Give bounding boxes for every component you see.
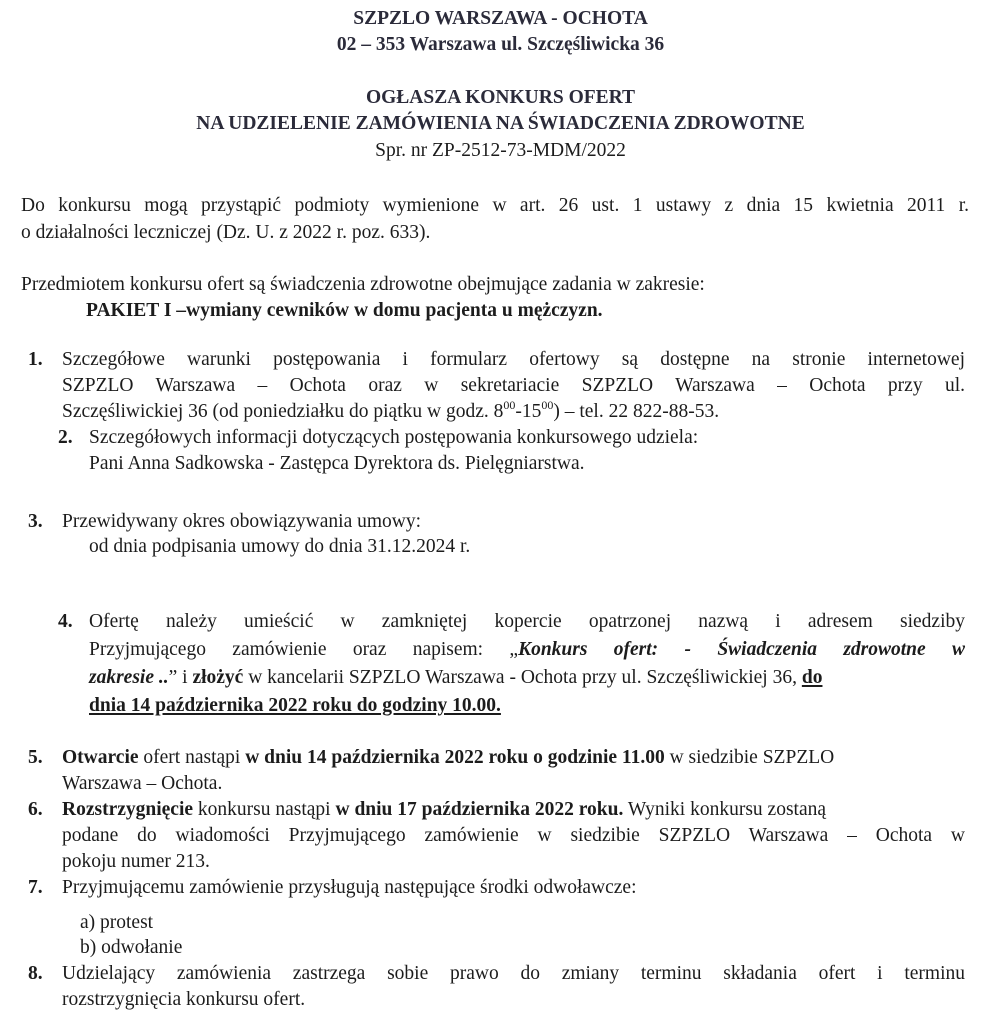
item-4-quote-close: ” i: [168, 667, 193, 688]
hours-end-sup: 00: [541, 397, 554, 412]
item-8-number: 8.: [28, 963, 43, 984]
item-8-line-2: rozstrzygnięcia konkursu ofert.: [62, 989, 306, 1010]
item-6-resolution-word: Rozstrzygnięcie: [62, 799, 194, 820]
item-4-envelope-label: Konkurs ofert: - Świadczenia zdrowotne w: [518, 639, 965, 660]
item-7-option-a: a) protest: [80, 912, 154, 933]
item-1-line-3-text: Szczęśliwickiej 36 (od poniedziałku do piątku w godz. 8: [62, 401, 504, 422]
item-3-line-2: od dnia podpisania umowy do dnia 31.12.2024 r.: [89, 536, 471, 557]
item-4-line-2-inner: [89, 638, 965, 661]
item-5-number: 5.: [28, 747, 43, 768]
item-7-line-1: Przyjmującemu zamówienie przysługują następujące środki odwoławcze:: [62, 877, 637, 898]
item-1-hours-end: -15: [515, 401, 542, 422]
item-1-line-2: SZPZLO Warszawa – Ochota oraz w sekretariacie SZPZLO Warszawa – Ochota przy ul.: [62, 375, 965, 396]
intro-paragraph: [21, 194, 969, 217]
subject-line: Przedmiotem konkursu ofert są świadczenia zdrowotne obejmujące zadania w zakresie:: [21, 274, 705, 295]
item-5-line-2: Warszawa – Ochota.: [62, 773, 223, 794]
item-6-results: Wyniki konkursu zostaną: [623, 799, 827, 820]
item-4-deadline: [89, 694, 501, 717]
item-7-number: 7.: [28, 877, 43, 898]
case-number: Spr. nr ZP-2512-73-MDM/2022: [375, 140, 626, 161]
item-6-text: konkursu nastąpi: [193, 799, 336, 820]
item-1-phone: ) – tel. 22 822-88-53.: [553, 401, 720, 422]
item-1-line-2-wrap: [62, 374, 965, 397]
item-6-line-3: pokoju numer 213.: [62, 851, 210, 872]
item-4-line-2-text: Przyjmującego zamówienie oraz napisem: „: [89, 639, 519, 660]
item-4-submit-place: w kancelarii SZPZLO Warszawa - Ochota przy ul. Szczęśliwickiej 36,: [243, 667, 802, 688]
item-5-line-1: [62, 746, 834, 769]
item-6-resolution-date: w dniu 17 października 2022 roku.: [335, 799, 624, 820]
org-address: 02 – 353 Warszawa ul. Szczęśliwicka 36: [336, 34, 665, 55]
item-1-line-1: Szczegółowe warunki postępowania i formularz ofertowy są dostępne na stronie internetowej: [62, 349, 965, 370]
item-4-number: 4.: [58, 611, 73, 632]
item-1-line-1-wrap: [62, 348, 965, 371]
item-8-line-1-wrap: [62, 962, 965, 985]
intro-line-2: o działalności leczniczej (Dz. U. z 2022 r. poz. 633).: [21, 222, 431, 243]
announcement-line-1: OGŁASZA KONKURS OFERT: [365, 87, 636, 108]
item-3-line-1: Przewidywany okres obowiązywania umowy:: [62, 511, 422, 532]
item-4-line-1-wrap: [89, 610, 965, 633]
item-4-deadline-text: dnia 14 października 2022 roku do godziny 10.00.: [89, 695, 501, 716]
item-5-opening-date: w dniu 14 października 2022 roku o godzinie 11.00: [245, 747, 665, 768]
item-4-line-2: [89, 638, 965, 661]
item-4-submit-word: złożyć: [192, 667, 244, 688]
item-4-line-3: [89, 666, 822, 689]
item-6-number: 6.: [28, 799, 43, 820]
item-8-line-1: Udzielający zamówienia zastrzega sobie prawo do zmiany terminu składania ofert i terminu: [62, 963, 965, 984]
item-3-number: 3.: [28, 511, 43, 532]
org-name: SZPZLO WARSZAWA - OCHOTA: [353, 8, 648, 29]
item-6-line-2: podane do wiadomości Przyjmującego zamówienie w siedzibie SZPZLO Warszawa – Ochota w: [62, 825, 965, 846]
item-4-deadline-start: do: [801, 667, 823, 688]
item-5-opening-word: Otwarcie: [62, 747, 139, 768]
hours-start-sup: 00: [503, 397, 516, 412]
item-1-line-3: [62, 397, 720, 423]
item-2-line-1: Szczegółowych informacji dotyczących postępowania konkursowego udziela:: [89, 427, 699, 448]
item-6-line-2-wrap: [62, 824, 965, 847]
item-1-number: 1.: [28, 349, 43, 370]
intro-line-1: Do konkursu mogą przystąpić podmioty wymienione w art. 26 ust. 1 ustawy z dnia 15 kwietnia 2011 r.: [21, 195, 969, 216]
announcement-line-2: NA UDZIELENIE ZAMÓWIENIA NA ŚWIADCZENIA ZDROWOTNE: [196, 113, 805, 134]
item-2-number: 2.: [58, 427, 73, 448]
item-7-option-b: b) odwołanie: [80, 937, 183, 958]
item-4-line-1: Ofertę należy umieścić w zamkniętej kopercie opatrzonej nazwą i adresem siedziby: [89, 611, 965, 632]
item-2-line-2: Pani Anna Sadkowska - Zastępca Dyrektora ds. Pielęgniarstwa.: [89, 453, 585, 474]
package-title: PAKIET I –wymiany cewników w domu pacjenta u mężczyzn.: [86, 300, 603, 321]
item-5-place: w siedzibie SZPZLO: [664, 747, 835, 768]
item-5-text: ofert nastąpi: [138, 747, 246, 768]
item-4-envelope-label-end: zakresie ..: [89, 667, 169, 688]
item-6-line-1: [62, 798, 826, 821]
